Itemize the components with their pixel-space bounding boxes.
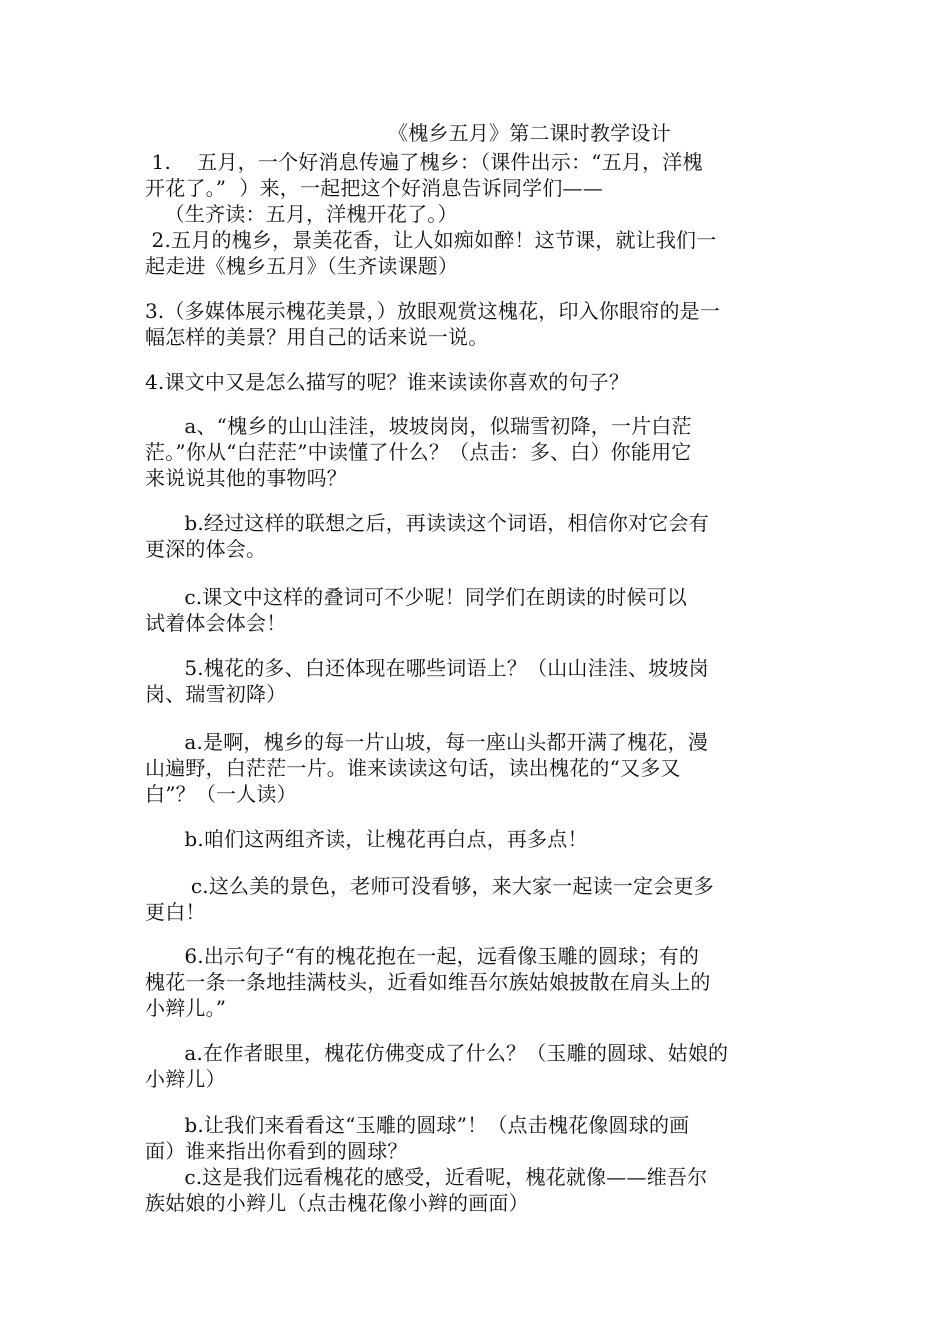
text-line: 小辫儿） bbox=[145, 1067, 226, 1091]
text-line: 开花了。” ）来，一起把这个好消息告诉同学们—— bbox=[145, 176, 603, 200]
text-line: 小辫儿。” bbox=[145, 996, 227, 1020]
text-line: 1. 五月，一个好消息传遍了槐乡：（课件出示：“五月，洋槐 bbox=[145, 150, 703, 174]
text-line: a.是啊，槐乡的每一片山坡，每一座山头都开满了槐花，漫 bbox=[145, 730, 709, 754]
text-line: b.咱们这两组齐读，让槐花再白点，再多点！ bbox=[145, 827, 588, 851]
text-line: c.这是我们远看槐花的感受，近看呢，槐花就像——维吾尔 bbox=[145, 1165, 708, 1189]
text-line: 族姑娘的小辫儿（点击槐花像小辫的画面） bbox=[145, 1191, 529, 1215]
text-line: c.课文中这样的叠词可不少呢！同学们在朗读的时候可以 bbox=[145, 585, 688, 609]
text-line: 4.课文中又是怎么描写的呢？谁来读读你喜欢的句子？ bbox=[145, 370, 630, 394]
text-line: 5.槐花的多、白还体现在哪些词语上？（山山洼洼、坡坡岗 bbox=[145, 656, 709, 680]
text-line: 更深的体会。 bbox=[145, 537, 267, 561]
document-title: 《槐乡五月》第二课时教学设计 bbox=[388, 121, 671, 145]
text-line: 面）谁来指出你看到的圆球？ bbox=[145, 1139, 408, 1163]
text-line: 幅怎样的美景？用自己的话来说一说。 bbox=[145, 325, 489, 349]
text-line: 3.（多媒体展示槐花美景，）放眼观赏这槐花，印入你眼帘的是一 bbox=[145, 299, 721, 323]
text-line: （生齐读：五月，洋槐开花了。） bbox=[145, 202, 458, 226]
text-line: 山遍野，白茫茫一片。谁来读读这句话，读出槐花的“又多又 bbox=[145, 756, 681, 780]
text-line: 试着体会体会！ bbox=[145, 611, 287, 635]
text-line: 茫。”你从“白茫茫”中读懂了什么？（点击：多、白）你能用它 bbox=[145, 440, 692, 464]
text-line: 白”？（一人读） bbox=[145, 782, 297, 806]
text-line: b.让我们来看看这“玉雕的圆球”！（点击槐花像圆球的画 bbox=[145, 1113, 690, 1137]
text-line: 2.五月的槐乡，景美花香，让人如痴如醉！这节课，就让我们一 bbox=[145, 228, 717, 252]
text-line: 槐花一条一条地挂满枝头，近看如维吾尔族姑娘披散在肩头上的 bbox=[145, 970, 711, 994]
text-line: c.这么美的景色，老师可没看够，来大家一起读一定会更多 bbox=[145, 874, 714, 898]
text-line: a、“槐乡的山山洼洼，坡坡岗岗，似瑞雪初降，一片白茫 bbox=[145, 414, 692, 438]
text-line: b.经过这样的联想之后，再读读这个词语，相信你对它会有 bbox=[145, 511, 709, 535]
text-line: 岗、瑞雪初降） bbox=[145, 682, 287, 706]
text-line: 起走进《槐乡五月》（生齐读课题） bbox=[145, 254, 459, 278]
text-line: 6.出示句子“有的槐花抱在一起，远看像玉雕的圆球；有的 bbox=[145, 944, 700, 968]
text-line: 来说说其他的事物吗？ bbox=[145, 466, 347, 490]
text-line: 更白！ bbox=[145, 900, 206, 924]
text-line: a.在作者眼里，槐花仿佛变成了什么？（玉雕的圆球、姑娘的 bbox=[145, 1041, 729, 1065]
